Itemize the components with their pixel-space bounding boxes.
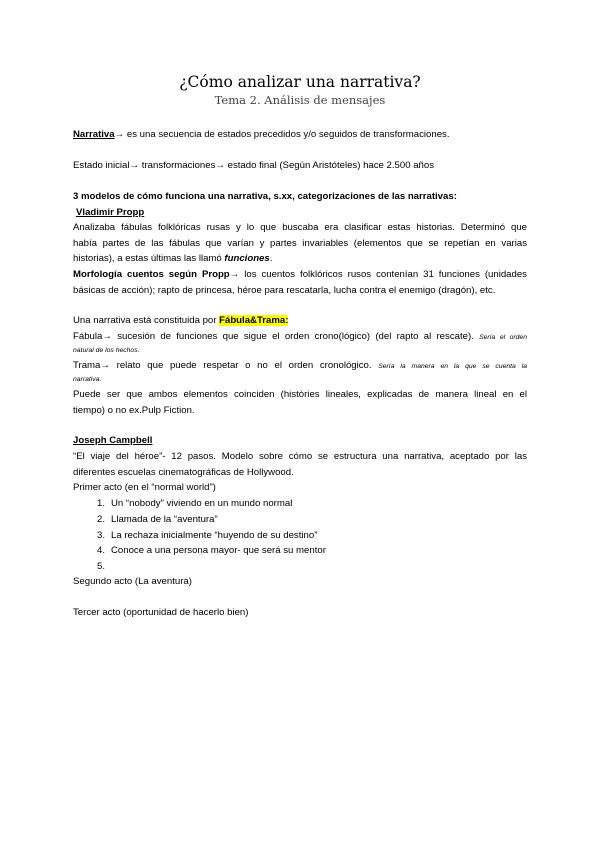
modelos-heading: 3 modelos de cómo funciona una narrativa, s.xx, categorizaciones de las narrativas: <box>73 191 457 202</box>
puede-line: tiempo) o no ex.Pulp Fiction. <box>73 405 195 416</box>
fabula-note: natural de los hechos. <box>73 347 140 354</box>
morfologia-term: Morfología cuentos según Propp <box>73 269 230 280</box>
propp-paragraph-line: había partes de las fábulas que varían y partes invariables (elementos que se repetían en varias <box>73 238 527 249</box>
narrativa-term: Narrativa <box>73 129 115 140</box>
list-item-number: 1. <box>96 498 105 509</box>
list-item-number: 2. <box>96 514 105 525</box>
propp-heading: Vladimir Propp <box>76 207 145 218</box>
page-subtitle: Tema 2. Análisis de mensajes <box>214 93 386 107</box>
list-item: Un “nobody” viviendo en un mundo normal <box>111 498 293 509</box>
trama-line: Trama→ relato que puede respetar o no el orden cronológico. Sería la manera en la que se cuenta la <box>73 360 527 371</box>
fabula-trama-intro: Una narrativa está constituida por Fábula&Trama: <box>73 315 289 326</box>
funciones-term: funciones <box>224 253 270 264</box>
narrativa-definition <box>73 127 450 143</box>
viaje-line: diferentes escuelas cinematográficas de Hollywood. <box>73 467 294 478</box>
estado-line: Estado inicial→ transformaciones→ estado final (Según Aristóteles) hace 2.500 años <box>73 160 435 171</box>
trama-note: narrativa. <box>73 376 102 383</box>
tercer-acto: Tercer acto (oportunidad de hacerlo bien) <box>73 607 249 618</box>
morfologia-line: básicas de acción); rapto de princesa, héroe para rescatarla, lucha contra el enemigo (dragón), etc. <box>73 285 496 296</box>
list-item-number: 3. <box>96 530 105 541</box>
list-item-number: 5. <box>96 561 105 572</box>
campbell-heading: Joseph Campbell <box>73 435 153 446</box>
viaje-line: “El viaje del héroe”- 12 pasos. Modelo sobre cómo se estructura una narrativa, aceptado por las <box>73 451 527 462</box>
page-title: ¿Cómo analizar una narrativa? <box>179 73 421 91</box>
list-item: La rechaza inicialmente “huyendo de su destino” <box>111 530 318 541</box>
segundo-acto: Segundo acto (La aventura) <box>73 576 192 587</box>
list-item: Llamada de la “aventura” <box>111 514 218 525</box>
narrativa-text: → es una secuencia de estados precedidos y/o seguidos de transformaciones. <box>114 129 450 140</box>
list-item: Conoce a una persona mayor- que será su mentor <box>111 545 326 556</box>
fabula-trama-highlight: Fábula&Trama: <box>219 315 289 326</box>
propp-paragraph-line: Analizaba fábulas folklóricas rusas y lo que buscaba era clasificar estas historias. Determinó que <box>73 222 527 233</box>
morfologia-line: Morfología cuentos según Propp→ los cuentos folklóricos rusos contenían 31 funciones (unidades <box>73 269 527 280</box>
puede-line: Puede ser que ambos elementos coinciden (històries lineales, explicadas de manera lineal en el <box>73 389 527 400</box>
fabula-line: Fábula→ sucesión de funciones que sigue el orden crono(lógico) (del rapto al rescate). Sería el orden <box>73 331 527 342</box>
propp-paragraph-line: historias), a estas últimas las llamó funciones. <box>73 253 273 264</box>
list-item-number: 4. <box>96 545 105 556</box>
primer-acto: Primer acto (en el “normal world”) <box>73 482 216 493</box>
